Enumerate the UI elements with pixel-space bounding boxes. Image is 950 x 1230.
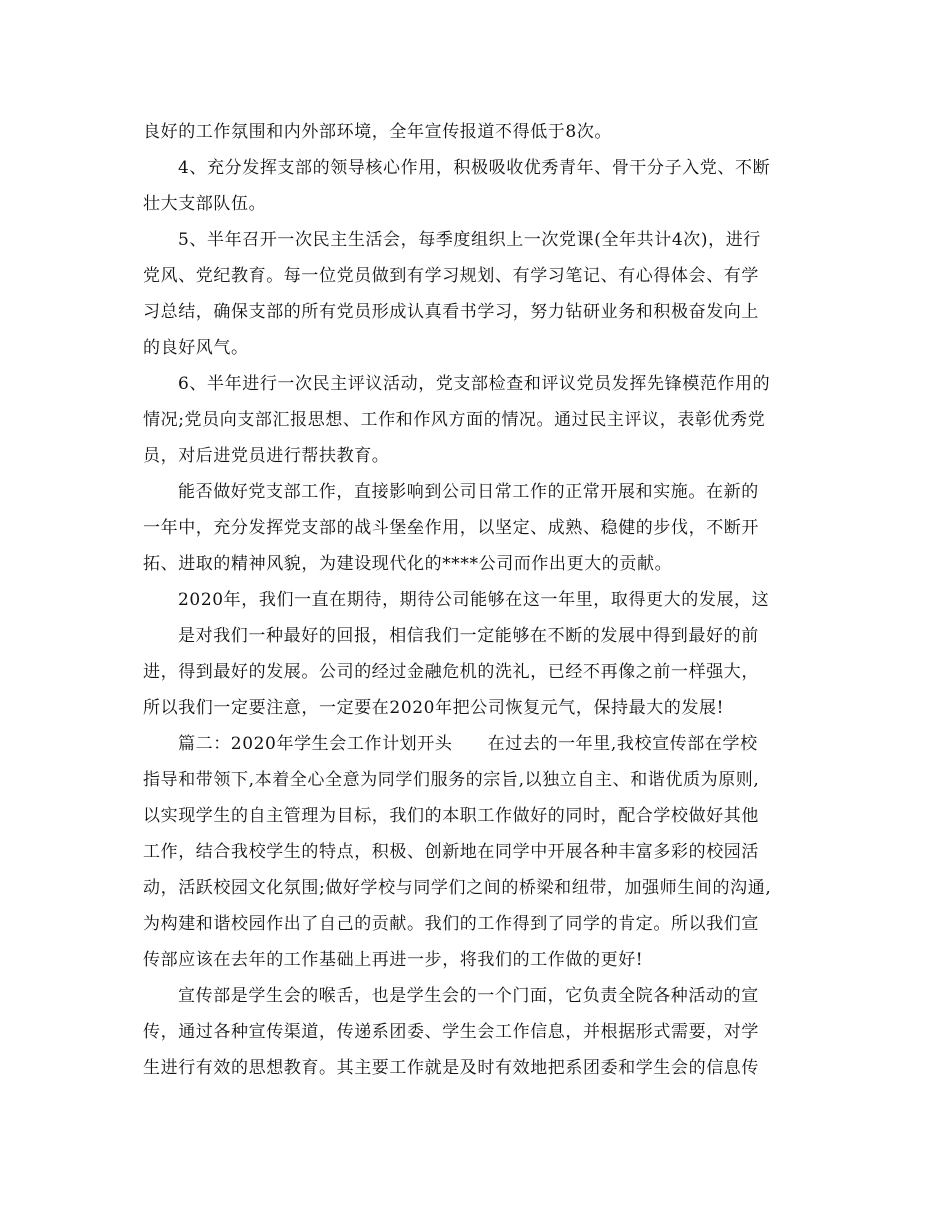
text-line: 壮大支部队伍。 (143, 194, 267, 214)
text-line: 拓、进取的精神风貌，为建设现代化的****公司而作出更大的贡献。 (143, 554, 673, 574)
text-line: 情况;党员向支部汇报思想、工作和作风方面的情况。通过民主评议，表彰优秀党 (143, 410, 766, 430)
text-line: 是对我们一种最好的回报，相信我们一定能够在不断的发展中得到最好的前 (178, 626, 759, 646)
text-line: 宣传部是学生会的喉舌，也是学生会的一个门面，它负责全院各种活动的宣 (178, 986, 759, 1006)
text-line: 5、半年召开一次民主生活会，每季度组织上一次党课(全年共计4次)，进行 (178, 230, 761, 250)
text-line: 党风、党纪教育。每一位党员做到有学习规划、有学习笔记、有心得体会、有学 (143, 266, 759, 286)
text-line: 员，对后进党员进行帮扶教育。 (143, 446, 390, 466)
text-line: 2020年，我们一直在期待，期待公司能够在这一年里，取得更大的发展，这 (178, 590, 770, 610)
text-line: 指导和带领下,本着全心全意为同学们服务的宗旨,以独立自主、和谐优质为原则, (143, 770, 760, 790)
text-line: 动，活跃校园文化氛围;做好学校与同学们之间的桥梁和纽带，加强师生间的沟通, (143, 878, 772, 898)
text-line: 所以我们一定要注意，一定要在2020年把公司恢复元气，保持最大的发展! (143, 698, 725, 718)
text-line: 一年中，充分发挥党支部的战斗堡垒作用，以坚定、成熟、稳健的步伐，不断开 (143, 518, 759, 538)
text-line: 篇二：2020年学生会工作计划开头 在过去的一年里,我校宣传部在学校 (178, 734, 758, 754)
text-line: 为构建和谐校园作出了自己的贡献。我们的工作得到了同学的肯定。所以我们宣 (143, 914, 759, 934)
text-line: 习总结，确保支部的所有党员形成认真看书学习，努力钻研业务和积极奋发向上 (143, 302, 759, 322)
text-line: 以实现学生的自主管理为目标，我们的本职工作做好的同时，配合学校做好其他 (143, 806, 759, 826)
text-line: 6、半年进行一次民主评议活动，党支部检查和评议党员发挥先锋模范作用的 (178, 374, 771, 394)
text-line: 生进行有效的思想教育。其主要工作就是及时有效地把系团委和学生会的信息传 (143, 1058, 759, 1078)
text-line: 进，得到最好的发展。公司的经过金融危机的洗礼，已经不再像之前一样强大， (143, 662, 759, 682)
text-line: 传部应该在去年的工作基础上再进一步，将我们的工作做的更好! (143, 950, 644, 970)
text-line: 工作，结合我校学生的特点，积极、创新地在同学中开展各种丰富多彩的校园活 (143, 842, 759, 862)
text-line: 的良好风气。 (143, 338, 249, 358)
text-line: 4、充分发挥支部的领导核心作用，积极吸收优秀青年、骨干分子入党、不断 (178, 158, 771, 178)
text-line: 传，通过各种宣传渠道，传递系团委、学生会工作信息，并根据形式需要，对学 (143, 1022, 759, 1042)
text-line: 能否做好党支部工作，直接影响到公司日常工作的正常开展和实施。在新的 (178, 482, 759, 502)
text-line: 良好的工作氛围和内外部环境，全年宣传报道不得低于8次。 (143, 122, 613, 142)
